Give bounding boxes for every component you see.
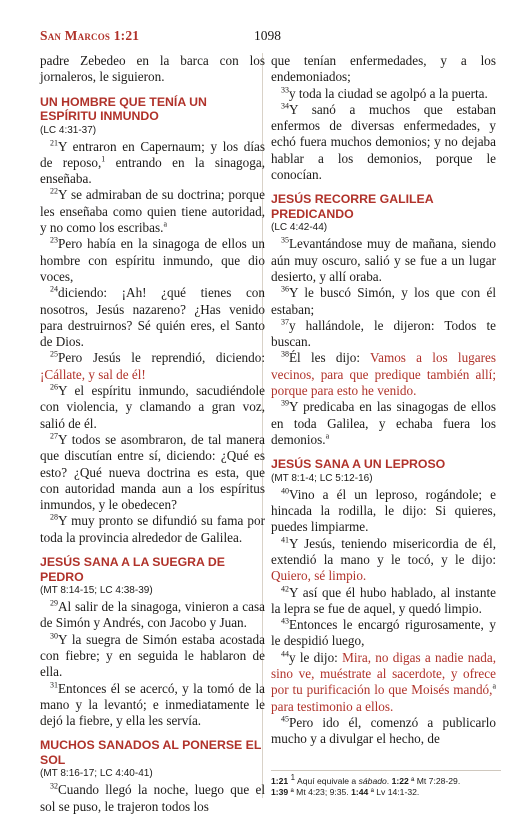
cross-reference: (LC 4:42-44) — [271, 222, 328, 234]
verse-21: $^{21}$Y entraron en Capernaum; y los días de reposo,$^1$ entrando en la sinagoga, enseñaba. — [40, 138, 265, 187]
verse-33: $^{33}$y toda la ciudad se agolpó a la puerta. — [281, 85, 488, 101]
cross-reference: (MT 8:1-4; LC 5:12-16) — [271, 472, 373, 484]
footnotes — [271, 773, 501, 797]
verse-34: $^{34}$Y sanó a muchos que estaban enfermos de diversas enfermedades, y echó fuera muchos demonios; y no dejaba hablar a los demonios, porque le conocían. — [271, 101, 496, 183]
verse-45: $^{45}$Pero ido él, comenzó a publicarlo mucho y a divulgar el hecho, de — [271, 714, 496, 747]
cross-reference: (MT 8:14-15; LC 4:38-39) — [40, 585, 153, 597]
verse-37: $^{37}$y hallándole, le dijeron: Todos te buscan. — [271, 317, 496, 350]
section-heading: JESÚS SANA A UN LEPROSO — [271, 457, 446, 472]
section-heading: UN HOMBRE QUE TENÍA UN ESPÍRITU INMUNDO — [40, 94, 207, 124]
verse-31: $^{31}$Entonces él se acercó, y la tomó de la mano y la levantó; e inmediatamente le dejó la fiebre, y ella les servía. — [40, 680, 265, 729]
verse-26: $^{26}$Y el espíritu inmundo, sacudiéndole con violencia, y clamando a gran voz, salió de él. — [40, 382, 265, 431]
left-column — [40, 53, 265, 815]
verse-28: $^{28}$Y muy pronto se difundió su fama por toda la provincia alrededor de Galilea. — [40, 513, 265, 545]
cross-reference: (MT 8:16-17; LC 4:40-41) — [40, 768, 153, 780]
footnote-line: 1:39 ª Mt 4:23; 9:35. 1:44 ª Lv 14:1-32. — [271, 786, 420, 797]
verse-29: $^{29}$Al salir de la sinagoga, vinieron a casa de Simón y Andrés, con Jacobo y Juan. — [40, 598, 265, 631]
verse-24: $^{24}$diciendo: ¡Ah! ¿qué tienes con nosotros, Jesús nazareno? ¿Has venido para destruirnos? Sé quién eres, el Santo de Dios. — [40, 284, 265, 350]
verse-25: $^{25}$Pero Jesús le reprendió, diciendo: ¡Cállate, y sal de él! — [40, 350, 265, 382]
verse-22: $^{22}$Y se admiraban de su doctrina; porque les enseñaba como quien tiene autoridad, y no como los escribas.$^a$ — [40, 187, 265, 236]
section-heading: JESÚS SANA A LA SUEGRA DE PEDRO — [40, 555, 225, 584]
verse-40: $^{40}$Vino a él un leproso, rogándole; e hincada la rodilla, le dijo: Si quieres, puedes limpiarme. — [271, 486, 496, 535]
verse-36: $^{36}$Y le buscó Simón, y los que con él estaban; — [271, 284, 496, 317]
verse-42: $^{42}$Y así que él hubo hablado, al instante la lepra se fue de aquel, y quedó limpio. — [271, 584, 496, 616]
cross-reference: (LC 4:31-37) — [40, 124, 97, 136]
verse-44: $^{44}$y le dijo: Mira, no digas a nadie nada, sino ve, muéstrate al sacerdote, y ofrece por tu purificación lo que Moisés mandó,$^a$ para testimonio a ellos. — [271, 649, 496, 714]
footnote-rule — [271, 770, 501, 771]
verse-43: $^{43}$Entonces le encargó rigurosamente, y le despidió luego, — [271, 616, 496, 649]
verse-38: $^{38}$Él les dijo: Vamos a los lugares vecinos, para que predique también allí; porque para esto he venido. — [271, 350, 496, 399]
verse-32: $^{32}$Cuando llegó la noche, luego que el sol se puso, le trajeron todos los — [40, 782, 265, 814]
verse-41: $^{41}$Y Jesús, teniendo misericordia de él, extendió la mano y le tocó, y le dijo: Quiero, sé limpio. — [271, 535, 496, 584]
verse-23: $^{23}$Pero había en la sinagoga de ellos un hombre con espíritu inmundo, que dio voces, — [40, 235, 265, 284]
continuation-text: padre Zebedeo en la barca con los jornaleros, le siguieron. — [40, 53, 265, 85]
right-column — [271, 53, 496, 747]
page-number: 1098 — [254, 28, 281, 43]
section-heading: JESÚS RECORRE GALILEA PREDICANDO — [271, 192, 434, 221]
verse-39: $^{39}$Y predicaba en las sinagogas de ellos en toda Galilea, y echaba fuera los demonios.$^a$ — [271, 398, 496, 447]
section-heading: MUCHOS SANADOS AL PONERSE EL SOL — [40, 738, 262, 767]
continuation-text: que tenían enfermedades, y a los endemoniados; — [271, 53, 496, 85]
verse-27: $^{27}$Y todos se asombraron, de tal manera que discutían entre sí, diciendo: ¿Qué es esto? ¿Qué nueva doctrina es esta, que con autoridad manda aun a los espíritus inmundos, y le obedecen? — [40, 431, 265, 513]
verse-35: $^{35}$Levantándose muy de mañana, siendo aún muy oscuro, salió y se fue a un lugar desierto, y allí oraba. — [271, 235, 496, 284]
running-head — [40, 27, 495, 45]
footnote-line: 1:21 1 Aquí equivale a sábado. 1:22 ª Mt 7:28-29. — [271, 773, 461, 786]
verse-30: $^{30}$Y la suegra de Simón estaba acostada con fiebre; y en seguida le hablaron de ella. — [40, 631, 265, 680]
running-reference: San Marcos 1:21 — [40, 28, 140, 43]
